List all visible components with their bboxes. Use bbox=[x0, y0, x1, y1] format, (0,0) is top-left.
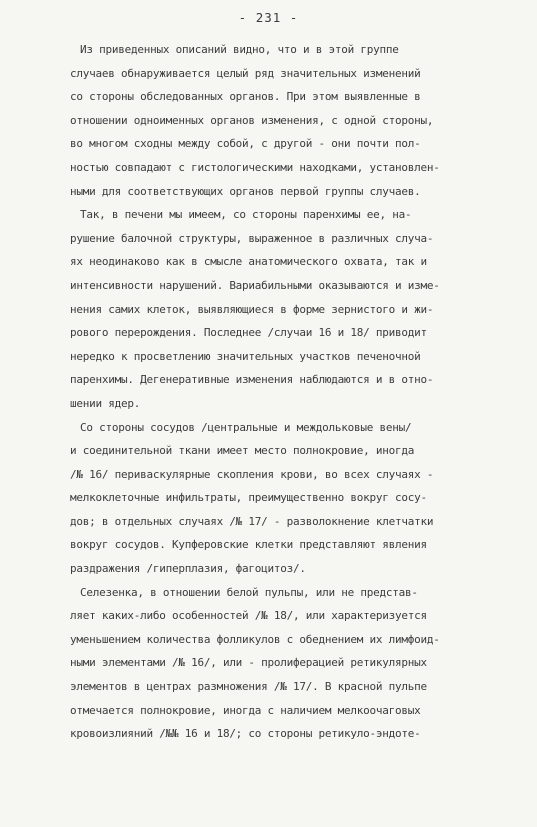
text-line: со стороны обследованных органов. При этом выявленные в bbox=[70, 90, 421, 104]
text-line: ляет каких-либо особенностей /№ 18/, или характеризуется bbox=[70, 609, 427, 623]
text-line: рушение балочной структуры, выраженное в различных случа- bbox=[70, 231, 434, 245]
page-number: - 231 - bbox=[238, 10, 299, 25]
text-line: вокруг сосудов. Купферовские клетки представляют явления bbox=[70, 538, 427, 552]
text-line: элементов в центрах размножения /№ 17/. В красной пульпе bbox=[70, 680, 427, 694]
text-line: рового перерождения. Последнее /случаи 16 и 18/ приводит bbox=[70, 326, 427, 340]
text-line: Из приведенных описаний видно, что и в этой группе bbox=[80, 43, 399, 56]
text-line: случаев обнаруживается целый ряд значительных изменений bbox=[70, 66, 421, 80]
text-line: и соединительной ткани имеет место полнокровие, иногда bbox=[70, 444, 415, 458]
text-line: во многом сходны между собой, с другой - они почти пол- bbox=[70, 137, 421, 151]
text-line: отношении одноименных органов изменения, с одной стороны, bbox=[70, 113, 434, 127]
text-line: шении ядер. bbox=[70, 396, 141, 410]
text-line: Со стороны сосудов /центральные и междольковые вены/ bbox=[80, 420, 412, 434]
text-line: Селезенка, в отношении белой пульпы, или не представ- bbox=[80, 585, 418, 599]
text-line: ными элементами /№ 16/, или - пролиферацией ретикулярных bbox=[70, 656, 427, 670]
text-line: дов; в отдельных случаях /№ 17/ - разволокнение клетчатки bbox=[70, 514, 434, 528]
text-line: кровоизлияний /№№ 16 и 18/; со стороны ретикуло-эндоте- bbox=[70, 727, 421, 741]
text-line: ях неодинаково как в смысле анатомического охвата, так и bbox=[70, 255, 427, 269]
text-line: паренхимы. Дегенеративные изменения наблюдаются и в отно- bbox=[70, 373, 434, 387]
text-line: нения самих клеток, выявляющиеся в форме зернистого и жи- bbox=[70, 302, 434, 316]
text-line: ностью совпадают с гистологическими находками, установлен- bbox=[70, 160, 440, 174]
text-line: мелкоклеточные инфильтраты, преимущественно вокруг сосу- bbox=[70, 491, 427, 505]
text-line: интенсивности нарушений. Вариабильными оказываются и изме- bbox=[70, 278, 440, 292]
text-line: раздражения /гиперплазия, фагоцитоз/. bbox=[70, 562, 306, 576]
text-line: /№ 16/ периваскулярные скопления крови, во всех случаях - bbox=[70, 467, 434, 481]
text-line: Так, в печени мы имеем, со стороны паренхимы ее, на- bbox=[80, 208, 412, 222]
text-line: отмечается полнокровие, иногда с наличием мелкоочаговых bbox=[70, 703, 421, 717]
body-text bbox=[70, 38, 490, 746]
text-line: уменьшением количества фолликулов с обеднением их лимфоид- bbox=[70, 632, 440, 646]
text-line: ными для соответствующих органов первой группы случаев. bbox=[70, 184, 421, 198]
text-line: нередко к просветлению значительных участков печеночной bbox=[70, 349, 421, 363]
